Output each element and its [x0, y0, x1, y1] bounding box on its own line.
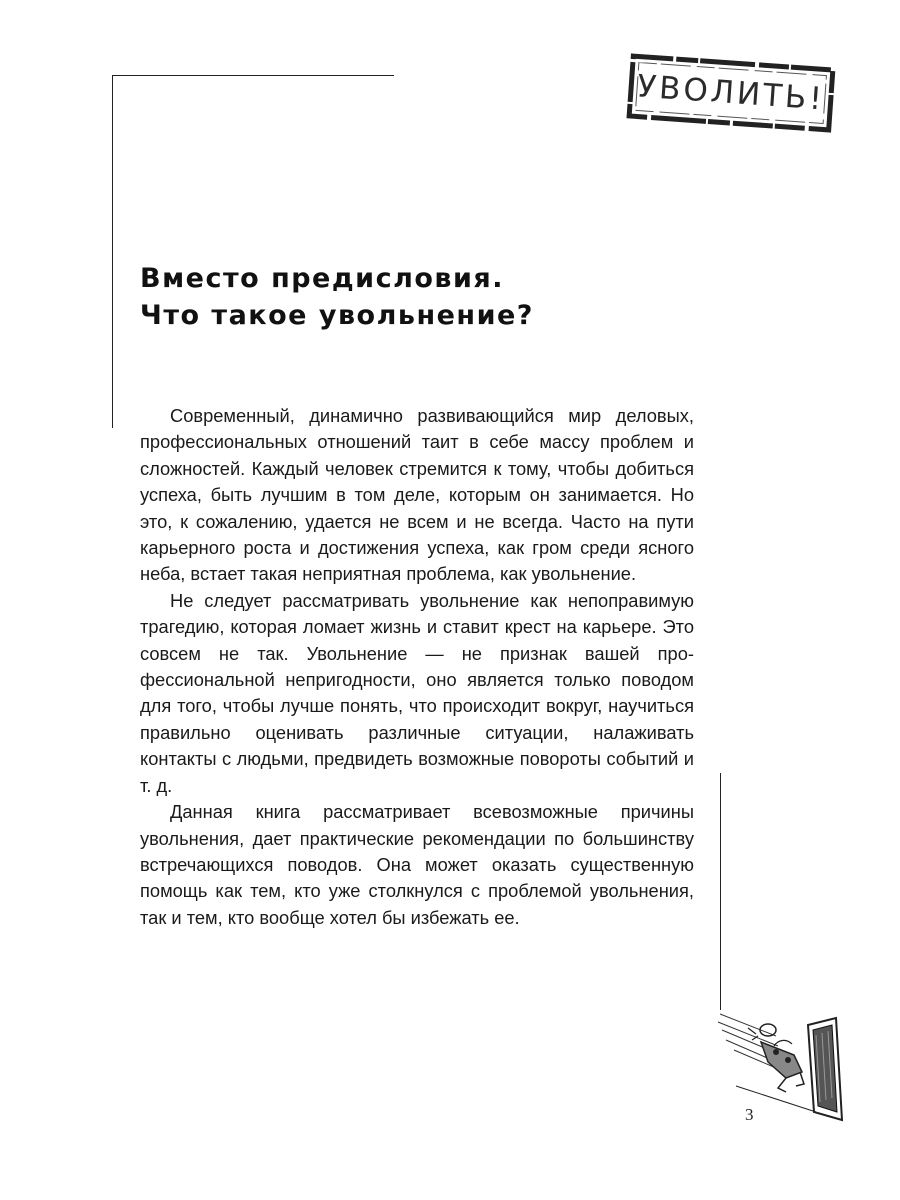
paragraph-2: Не следует рассматривать увольнение как непоправимую трагедию, которая ломает жизнь и ставит крест на карьере. Это совсем не так. Увольнение — не признак вашей профессиональной непригодности, оно является только поводом для того, чтобы лучше понять, что происходит вокруг, научиться правильно оценивать различные ситуации, налаживать контакты с людьми, предвидеть возможные повороты событий и т. д. — [140, 589, 694, 796]
frame-right-line — [720, 773, 721, 1010]
chapter-title — [140, 260, 700, 334]
stamp — [626, 53, 836, 133]
falling-person-door-illustration-icon — [716, 1000, 846, 1130]
frame-left-line — [112, 75, 113, 428]
body-text — [140, 403, 694, 931]
page-number: 3 — [745, 1105, 754, 1124]
paragraph-1: Современный, динамично развивающийся мир деловых, профессиональных отношений таит в себе массу проблем и сложностей. Каждый человек стремится к тому, чтобы добиться успеха, быть лучшим в том деле, которым он занимается. Но это, к сожалению, удается не всем и не всегда. Часто на пути карьерного роста и достижения успеха, как гром среди ясного неба, встает такая неприятная проблема, как увольнение. — [140, 405, 694, 585]
paragraph-3: Данная книга рассматривает всевозможные причины увольнения, дает практические рекомендации по большинству встречающихся поводов. Она может оказать существенную помощь как тем, кто уже столкнулся с проблемой увольнения, так и тем, кто вообще хотел бы избежать ее. — [140, 801, 694, 928]
chapter-title-line-1: Вместо предисловия. — [140, 263, 505, 294]
stamp-text: УВОЛИТЬ! — [636, 68, 826, 118]
frame-top-line — [112, 75, 394, 76]
chapter-title-line-2: Что такое увольнение? — [140, 300, 534, 331]
